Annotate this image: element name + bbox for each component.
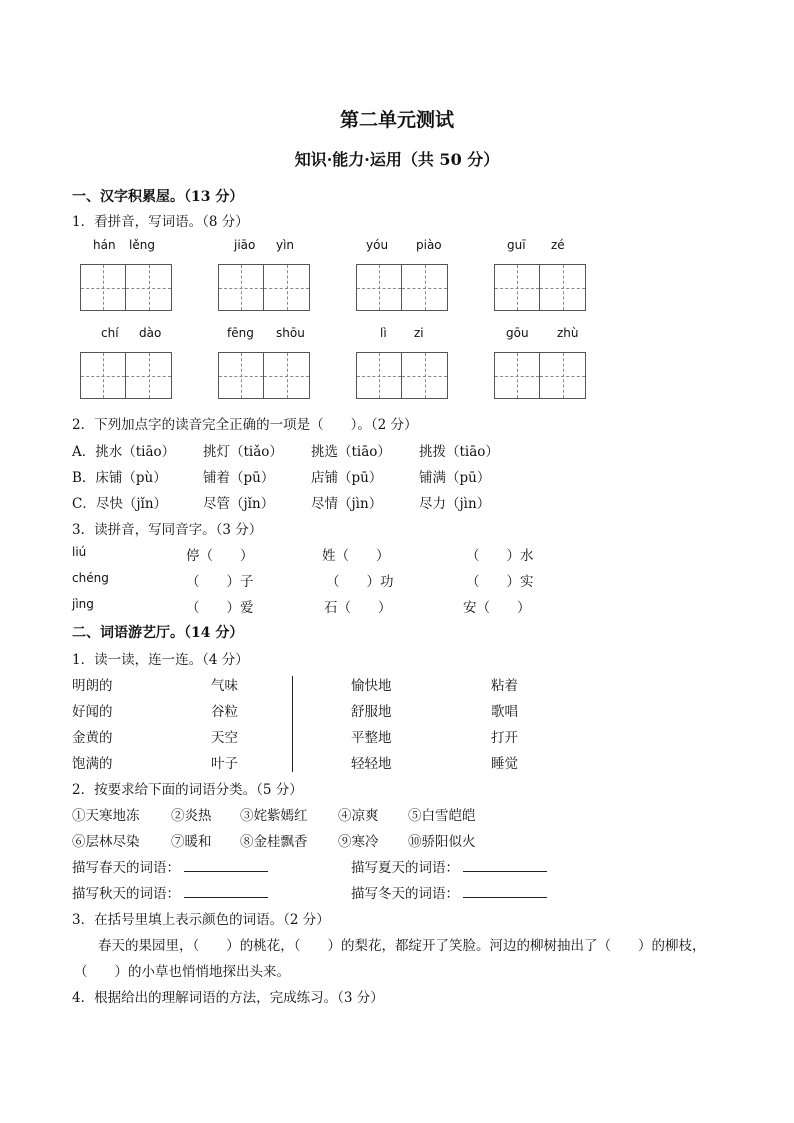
word-item: ②炎热 xyxy=(171,808,212,824)
match-word: 打开 xyxy=(491,730,518,746)
option-b-3: 店铺（pū） xyxy=(311,470,383,486)
pinyin-prompt: chéng xyxy=(72,571,109,585)
question-2-2: 2．按要求给下面的词语分类。（5 分） xyxy=(72,782,303,798)
word-item: ⑥层林尽染 xyxy=(72,834,140,850)
match-word: 好闻的 xyxy=(72,704,113,720)
spring-words-field[interactable] xyxy=(72,856,268,876)
pinyin-label: jiāo xyxy=(234,238,256,252)
word-item: ⑩骄阳似火 xyxy=(408,834,476,850)
match-word: 金黄的 xyxy=(72,730,113,746)
question-2-3: 3．在括号里填上表示颜色的词语。（2 分） xyxy=(72,912,330,928)
pinyin-label: chí xyxy=(101,326,119,340)
fill-blank[interactable]: 石（ ） xyxy=(324,600,392,616)
word-item: ⑨寒冷 xyxy=(338,834,379,850)
spring-label: 描写春天的词语： xyxy=(72,860,180,876)
option-c-4: 尽力（jìn） xyxy=(419,496,491,512)
divider-line xyxy=(292,676,293,772)
answer-line[interactable] xyxy=(184,883,268,898)
match-word: 睡觉 xyxy=(491,756,518,772)
page-subtitle: 知识·能力·运用（共 50 分） xyxy=(294,150,500,169)
color-fill-line-2[interactable]: （ ）的小草也悄悄地探出头来。 xyxy=(74,964,290,980)
fill-blank[interactable]: （ ）爱 xyxy=(186,600,254,616)
pinyin-label: yóu xyxy=(366,238,389,252)
page-title: 第二单元测试 xyxy=(339,109,454,131)
pinyin-prompt: liú xyxy=(72,545,87,559)
writing-grid[interactable] xyxy=(80,264,172,311)
section-2-heading: 二、词语游艺厅。（14 分） xyxy=(72,625,244,641)
option-b-4: 铺满（pū） xyxy=(419,470,491,486)
pinyin-label: zhù xyxy=(557,326,579,340)
word-item: ⑤白雪皑皑 xyxy=(408,808,476,824)
pinyin-label: zi xyxy=(414,326,424,340)
word-item: ③姹紫嫣红 xyxy=(240,808,308,824)
pinyin-label: piào xyxy=(416,238,442,252)
question-2-4: 4．根据给出的理解词语的方法，完成练习。（3 分） xyxy=(72,990,384,1006)
writing-grid[interactable] xyxy=(80,352,172,399)
pinyin-label: zé xyxy=(551,238,565,252)
summer-label: 描写夏天的词语： xyxy=(351,860,459,876)
option-a-4: 挑拨（tiāo） xyxy=(419,444,499,460)
option-b-2: 铺着（pū） xyxy=(203,470,275,486)
winter-words-field[interactable] xyxy=(351,882,547,902)
option-a-3: 挑选（tiāo） xyxy=(311,444,391,460)
match-word: 天空 xyxy=(211,730,238,746)
word-item: ⑦暖和 xyxy=(171,834,212,850)
section-1-heading: 一、汉字积累屋。（13 分） xyxy=(72,189,244,205)
fill-blank[interactable]: （ ）实 xyxy=(466,574,534,590)
question-1-2: 2．下列加点字的读音完全正确的一项是（ ）。（2 分） xyxy=(72,417,418,433)
option-c-3: 尽情（jìn） xyxy=(311,496,383,512)
match-word: 粘着 xyxy=(491,678,518,694)
winter-label: 描写冬天的词语： xyxy=(351,886,459,902)
writing-grid[interactable] xyxy=(356,352,448,399)
pinyin-label: lì xyxy=(380,326,387,340)
answer-line[interactable] xyxy=(463,857,547,872)
pinyin-prompt: jìng xyxy=(72,597,94,611)
writing-grid[interactable] xyxy=(218,264,310,311)
pinyin-label: gōu xyxy=(506,326,529,340)
pinyin-label: dào xyxy=(139,326,162,340)
pinyin-label: fēng xyxy=(227,326,254,340)
option-a-1: A．挑水（tiāo） xyxy=(72,444,176,460)
pinyin-label: lěng xyxy=(129,238,155,252)
pinyin-label: yìn xyxy=(276,238,295,252)
autumn-words-field[interactable] xyxy=(72,882,268,902)
question-1-3: 3．读拼音，写同音字。（3 分） xyxy=(72,522,263,538)
pinyin-label: hán xyxy=(93,238,116,252)
match-word: 气味 xyxy=(211,678,238,694)
match-word: 舒服地 xyxy=(351,704,392,720)
color-fill-line-1[interactable]: 春天的果园里，（ ）的桃花，（ ）的梨花，都绽开了笑脸。河边的柳树抽出了（ ）的柳枝， xyxy=(98,938,706,954)
fill-blank[interactable]: （ ）水 xyxy=(466,548,534,564)
answer-line[interactable] xyxy=(184,857,268,872)
option-b-1: B．床铺（pù） xyxy=(72,470,167,486)
writing-grid[interactable] xyxy=(494,264,586,311)
question-1-1: 1．看拼音，写词语。（8 分） xyxy=(72,214,249,230)
pinyin-label: guī xyxy=(507,238,526,252)
question-2-1: 1．读一读，连一连。（4 分） xyxy=(72,652,249,668)
option-c-1: C．尽快（jǐn） xyxy=(72,496,168,512)
option-c-2: 尽管（jǐn） xyxy=(203,496,275,512)
match-word: 轻轻地 xyxy=(351,756,392,772)
fill-blank[interactable]: 安（ ） xyxy=(463,600,531,616)
match-word: 谷粒 xyxy=(211,704,238,720)
answer-line[interactable] xyxy=(463,883,547,898)
fill-blank[interactable]: （ ）功 xyxy=(326,574,394,590)
fill-blank[interactable]: （ ）子 xyxy=(186,574,254,590)
fill-blank[interactable]: 停（ ） xyxy=(186,548,254,564)
match-word: 平整地 xyxy=(351,730,392,746)
summer-words-field[interactable] xyxy=(351,856,547,876)
pinyin-label: shōu xyxy=(276,326,305,340)
match-word: 明朗的 xyxy=(72,678,113,694)
word-item: ①天寒地冻 xyxy=(72,808,140,824)
match-word: 歌唱 xyxy=(491,704,518,720)
match-word: 愉快地 xyxy=(351,678,392,694)
word-item: ④凉爽 xyxy=(338,808,379,824)
word-item: ⑧金桂飘香 xyxy=(240,834,308,850)
writing-grid[interactable] xyxy=(356,264,448,311)
fill-blank[interactable]: 姓（ ） xyxy=(322,548,390,564)
match-word: 饱满的 xyxy=(72,756,113,772)
option-a-2: 挑灯（tiǎo） xyxy=(203,444,283,460)
writing-grid[interactable] xyxy=(494,352,586,399)
autumn-label: 描写秋天的词语： xyxy=(72,886,180,902)
writing-grid[interactable] xyxy=(218,352,310,399)
match-word: 叶子 xyxy=(211,756,238,772)
